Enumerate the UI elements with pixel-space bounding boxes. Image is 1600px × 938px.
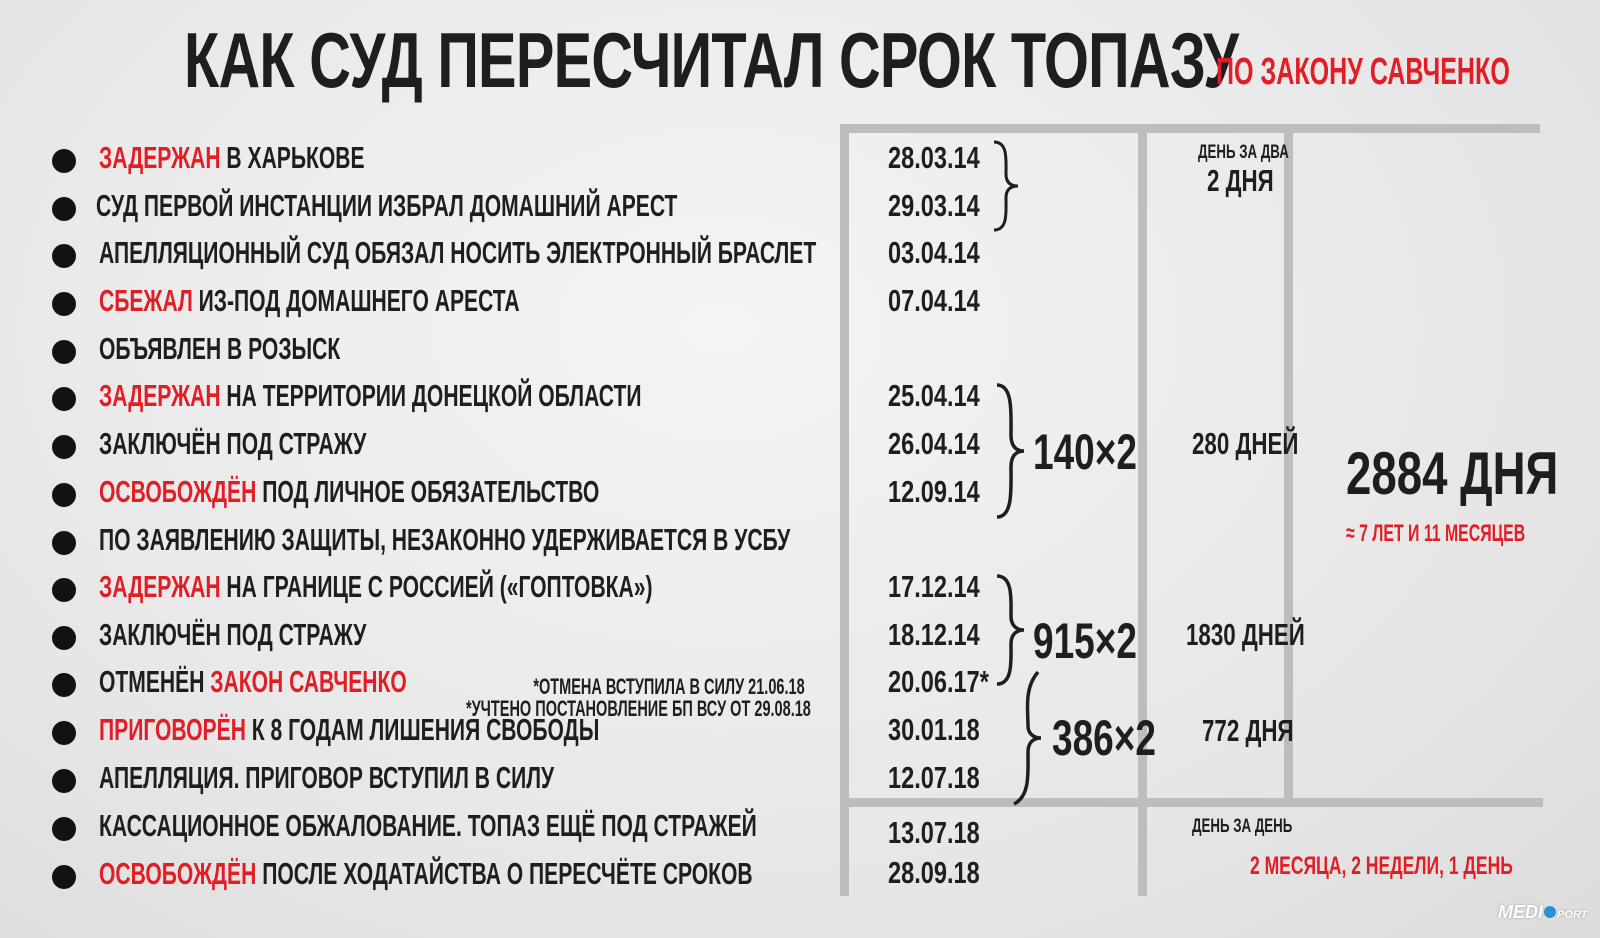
event-rest: ПОСЛЕ ХОДАТАЙСТВА О ПЕРЕСЧЁТЕ СРОКОВ [256, 856, 753, 891]
event-highlight: СБЕЖАЛ [99, 283, 193, 318]
date-value: 29.03.14 [888, 188, 980, 223]
grid-line-middle [1138, 124, 1147, 896]
list-item [0, 804, 840, 848]
list-item [0, 565, 840, 609]
event-text [99, 282, 520, 320]
bullet-icon [52, 149, 76, 173]
event-text [99, 234, 816, 272]
bullet-icon [52, 673, 76, 697]
event-text [99, 139, 365, 177]
days-value: 280 ДНЕЙ [1192, 426, 1299, 461]
event-rest: В ХАРЬКОВЕ [220, 140, 365, 175]
bullet-icon [52, 387, 76, 411]
total-approx: ≈ 7 ЛЕТ И 11 МЕСЯЦЕВ [1346, 520, 1526, 547]
days-value: 2 ДНЯ [1207, 163, 1274, 198]
list-item [0, 374, 840, 418]
list-item [0, 852, 840, 896]
event-rest: АПЕЛЛЯЦИОННЫЙ СУД ОБЯЗАЛ НОСИТЬ ЭЛЕКТРОННЫЙ БРАСЛЕТ [99, 235, 817, 270]
days-value: 772 ДНЯ [1202, 713, 1294, 748]
days-value: 1830 ДНЕЙ [1186, 617, 1305, 652]
bullet-icon [52, 197, 76, 221]
list-item [0, 470, 840, 514]
event-rest: НА ТЕРРИТОРИИ ДОНЕЦКОЙ ОБЛАСТИ [220, 378, 642, 413]
list-item [0, 422, 840, 466]
page-title: КАК СУД ПЕРЕСЧИТАЛ СРОК ТОПАЗУ [184, 16, 1239, 104]
event-highlight: ОСВОБОЖДЁН [99, 856, 257, 891]
grid-line-right [1284, 124, 1293, 804]
column-header: ДЕНЬ ЗА ДВА [1198, 142, 1289, 163]
event-rest: СУД ПЕРВОЙ ИНСТАНЦИИ ИЗБРАЛ ДОМАШНИЙ АРЕСТ [96, 188, 678, 223]
bullet-icon [52, 483, 76, 507]
date-value: 28.03.14 [888, 140, 980, 175]
event-text [99, 425, 366, 463]
event-text [99, 759, 554, 797]
event-rest: К 8 ГОДАМ ЛИШЕНИЯ СВОБОДЫ [245, 712, 600, 747]
bullet-icon [52, 865, 76, 889]
column-header: ДЕНЬ ЗА ДЕНЬ [1192, 816, 1293, 837]
multiplier-label: 386×2 [1052, 710, 1156, 766]
date-value: 26.04.14 [888, 426, 980, 461]
event-highlight: ЗАКОН САВЧЕНКО [210, 664, 407, 699]
bullet-icon [52, 244, 76, 268]
event-rest: ЗАКЛЮЧЁН ПОД СТРАЖУ [99, 617, 367, 652]
event-highlight: ЗАДЕРЖАН [99, 569, 221, 604]
footnote-line: *УЧТЕНО ПОСТАНОВЛЕНИЕ БП ВСУ ОТ 29.08.18 [466, 696, 811, 721]
date-value: 30.01.18 [888, 712, 980, 747]
event-rest: КАССАЦИОННОЕ ОБЖАЛОВАНИЕ. ТОПАЗ ЕЩЁ ПОД СТРАЖЕЙ [99, 808, 757, 843]
curly-bracket-icon [1010, 670, 1046, 806]
event-text [99, 807, 757, 845]
bullet-icon [52, 531, 76, 555]
multiplier-label: 915×2 [1033, 613, 1137, 669]
date-value: 28.09.18 [888, 855, 980, 890]
event-text [99, 855, 753, 893]
multiplier-label: 140×2 [1033, 424, 1137, 480]
period-value: 2 МЕСЯЦА, 2 НЕДЕЛИ, 1 ДЕНЬ [1250, 852, 1513, 880]
event-text [99, 663, 407, 701]
event-text [99, 521, 790, 559]
date-value: 07.04.14 [888, 283, 980, 318]
bullet-icon [52, 340, 76, 364]
page-subtitle: ПО ЗАКОНУ САВЧЕНКО [1216, 51, 1510, 93]
event-highlight: ЗАДЕРЖАН [99, 378, 221, 413]
event-highlight: ОСВОБОЖДЁН [99, 474, 257, 509]
footnote-line: *ОТМЕНА ВСТУПИЛА В СИЛУ 21.06.18 [533, 674, 805, 699]
bullet-icon [52, 817, 76, 841]
grid-line-left [840, 124, 849, 896]
event-rest: АПЕЛЛЯЦИЯ. ПРИГОВОР ВСТУПИЛ В СИЛУ [99, 760, 555, 795]
date-value: 17.12.14 [888, 569, 980, 604]
event-prefix: ОТМЕНЁН [99, 664, 211, 699]
grid-top-line [840, 124, 1540, 133]
list-item [0, 756, 840, 800]
date-value: 12.09.14 [888, 474, 980, 509]
date-value: 25.04.14 [888, 378, 980, 413]
event-text [96, 187, 677, 225]
list-item [0, 184, 840, 228]
event-highlight: ПРИГОВОРЁН [99, 712, 246, 747]
grid-bottom-separator [849, 798, 1543, 807]
bullet-icon [52, 721, 76, 745]
logo-text: PORT [1557, 909, 1588, 921]
curly-bracket-icon [993, 383, 1029, 519]
list-item [0, 231, 840, 275]
event-rest: ПОД ЛИЧНОЕ ОБЯЗАТЕЛЬСТВО [256, 474, 600, 509]
bullet-icon [52, 292, 76, 316]
event-text [99, 616, 366, 654]
total-days: 2884 ДНЯ [1346, 440, 1559, 507]
bullet-icon [52, 578, 76, 602]
bullet-icon [52, 769, 76, 793]
event-text [99, 330, 340, 368]
list-item [0, 136, 840, 180]
event-highlight: ЗАДЕРЖАН [99, 140, 221, 175]
list-item [0, 613, 840, 657]
curly-bracket-icon [990, 140, 1024, 232]
list-item [0, 518, 840, 562]
logo-text: MEDI [1498, 902, 1543, 922]
event-text [99, 377, 642, 415]
footnote [466, 676, 836, 720]
list-item [0, 279, 840, 323]
logo [1498, 902, 1587, 923]
event-rest: ЗАКЛЮЧЁН ПОД СТРАЖУ [99, 426, 367, 461]
date-value: 12.07.18 [888, 760, 980, 795]
event-rest: ПО ЗАЯВЛЕНИЮ ЗАЩИТЫ, НЕЗАКОННО УДЕРЖИВАЕТСЯ В УСБУ [99, 522, 791, 557]
bullet-icon [52, 435, 76, 459]
event-text [99, 568, 652, 606]
date-value: 03.04.14 [888, 235, 980, 270]
date-value: 18.12.14 [888, 617, 980, 652]
event-rest: ИЗ-ПОД ДОМАШНЕГО АРЕСТА [192, 283, 520, 318]
event-text [99, 473, 599, 511]
bullet-icon [52, 626, 76, 650]
event-rest: НА ГРАНИЦЕ С РОССИЕЙ («ГОПТОВКА») [220, 569, 653, 604]
date-value: 20.06.17* [888, 664, 989, 699]
date-value: 13.07.18 [888, 815, 980, 850]
list-item [0, 327, 840, 371]
logo-dot-icon [1544, 906, 1556, 918]
event-rest: ОБЪЯВЛЕН В РОЗЫСК [99, 331, 341, 366]
